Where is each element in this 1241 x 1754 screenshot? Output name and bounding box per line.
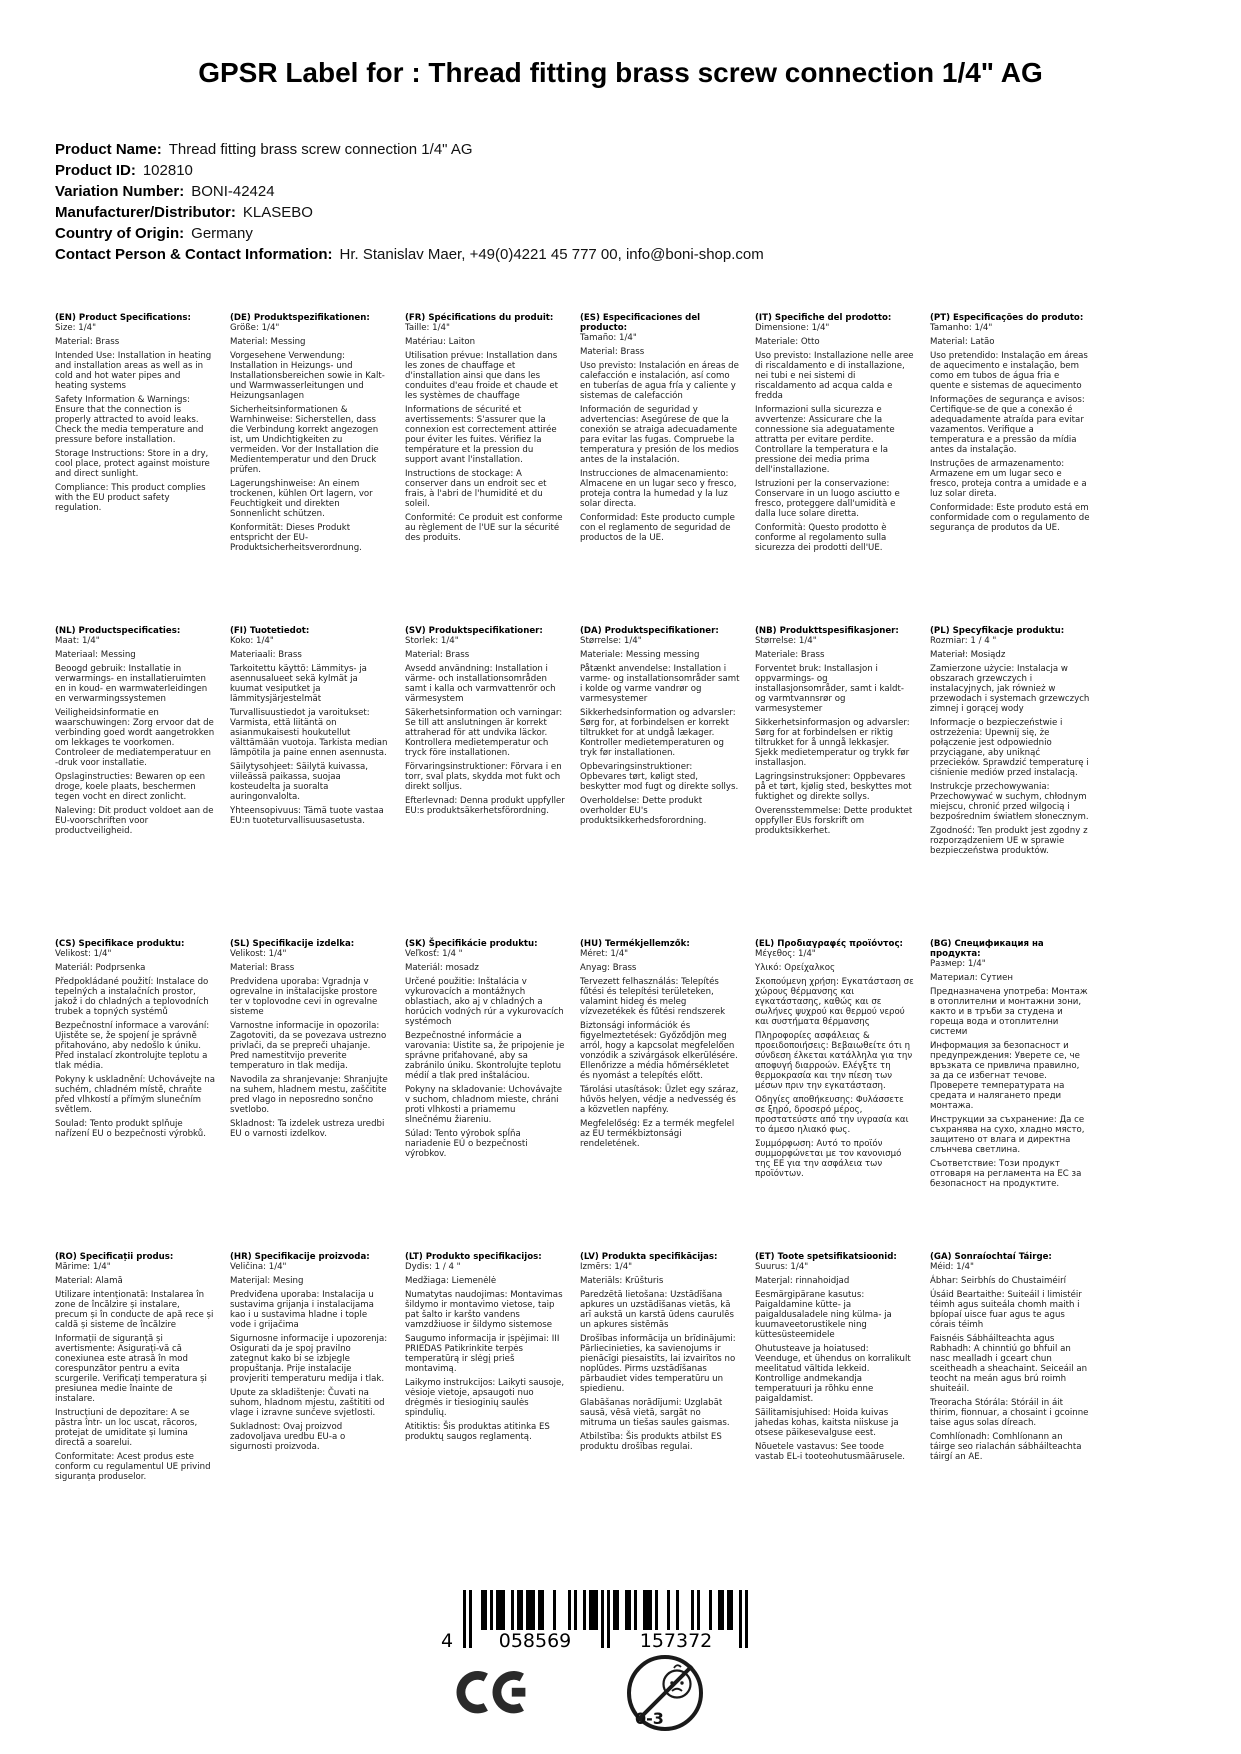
spec-size: Size: 1/4" xyxy=(55,323,97,333)
spec-compliance: Súlad: Tento výrobok spĺňa nariadenie EÚ o bezpečnosti výrobkov. xyxy=(405,1129,528,1159)
spec-column-et xyxy=(755,1252,915,1466)
spec-column-da xyxy=(580,626,740,830)
spec-storage: Upute za skladištenje: Čuvati na suhom, hladnom mjestu, zaštititi od vlage i izravne sunčeve svjetlosti. xyxy=(230,1388,385,1418)
spec-material: Material: Brass xyxy=(55,337,120,347)
spec-compliance: Naleving: Dit product voldoet aan de EU-voorschriften voor productveiligheid. xyxy=(55,806,214,836)
barcode-digits-left: 058569 xyxy=(498,1630,572,1652)
spec-storage: Istruzioni per la conservazione: Conservare in un luogo asciutto e fresco, proteggere dall'umidità e dalla luce solare diretta. xyxy=(755,479,900,519)
spec-material: Material: Brass xyxy=(230,963,295,973)
spec-size: Taille: 1/4" xyxy=(405,323,450,333)
spec-material: Materiale: Brass xyxy=(755,650,825,660)
spec-storage: Lagringsinstruksjoner: Oppbevares på et tørt, kjølig sted, beskyttes mot fuktighet og direkte sollys. xyxy=(755,772,912,802)
spec-header-lv: (LV) Produkta specifikācijas: xyxy=(580,1252,718,1262)
product-info-value: Germany xyxy=(191,225,253,242)
spec-column-fr xyxy=(405,313,565,547)
barcode-digit-first: 4 xyxy=(441,1630,454,1652)
spec-compliance: Overholdelse: Dette produkt overholder EU's produktsikkerhedsforordning. xyxy=(580,796,707,826)
spec-intended-use: Påtænkt anvendelse: Installation i varme- og installationsområder samt i kolde og varme vandrør og varmesystemer xyxy=(580,664,740,704)
spec-storage: Storage Instructions: Store in a dry, cool place, protect against moisture and direct sunlight. xyxy=(55,449,210,479)
spec-size: Größe: 1/4" xyxy=(230,323,280,333)
spec-size: Размер: 1/4" xyxy=(930,959,986,969)
spec-intended-use: Intended Use: Installation in heating and installation areas as well as in cold and hot water pipes and heating systems xyxy=(55,351,212,391)
spec-safety-warnings: Sikkerhedsinformation og advarsler: Sørg for, at forbindelsen er korrekt tiltrukket for at undgå lækager. Kontroller medietemperaturen og tryk før installationen. xyxy=(580,708,736,758)
spec-column-bg xyxy=(930,939,1090,1193)
spec-material: Matériau: Laiton xyxy=(405,337,476,347)
spec-size: Dydis: 1 / 4 " xyxy=(405,1262,461,1272)
spec-compliance: Conformité: Ce produit est conforme au règlement de l'UE sur la sécurité des produits. xyxy=(405,513,563,543)
spec-safety-warnings: Bezpečnostní informace a varování: Ujistěte se, že spojení je správně přitahováno, aby nedošlo k úniku. Před instalací zkontrolujte teplotu a tlak média. xyxy=(55,1021,210,1071)
spec-material: Material: Latão xyxy=(930,337,995,347)
spec-size: Méret: 1/4" xyxy=(580,949,629,959)
spec-column-sv xyxy=(405,626,565,820)
spec-header-lt: (LT) Produkto specifikacijos: xyxy=(405,1252,542,1262)
spec-storage: Säilitamisjuhised: Hoida kuivas jahedas kohas, kaitsta niiskuse ja otsese päikesevalguse eest. xyxy=(755,1408,899,1438)
spec-size: Velikost: 1/4" xyxy=(230,949,287,959)
spec-header-de: (DE) Produktspezifikationen: xyxy=(230,313,370,323)
spec-compliance: Conformidad: Este producto cumple con el reglamento de seguridad de productos de la UE. xyxy=(580,513,735,543)
spec-header-pt: (PT) Especificações do produto: xyxy=(930,313,1084,323)
spec-column-nb xyxy=(755,626,915,840)
spec-intended-use: Utilisation prévue: Installation dans les zones de chauffage et d'installation ainsi que dans les conduites d'eau froide et chaude et les systèmes de chauffage xyxy=(405,351,559,401)
product-info-row xyxy=(55,223,764,244)
spec-header-sl: (SL) Specifikacije izdelka: xyxy=(230,939,355,949)
spec-header-el: (EL) Προδιαγραφές προϊόντος: xyxy=(755,939,903,949)
spec-size: Izmērs: 1/4" xyxy=(580,1262,633,1272)
spec-intended-use: Tarkoitettu käyttö: Lämmitys- ja asennusalueet sekä kylmät ja kuumat vesiputket ja lämmitysjärjestelmät xyxy=(230,664,367,704)
spec-compliance: Atbilstība: Šis produkts atbilst ES produktu drošības regulai. xyxy=(580,1432,722,1452)
spec-safety-warnings: Safety Information & Warnings: Ensure that the connection is properly attracted to avoid leaks. Check the media temperature and pressure before installation. xyxy=(55,395,204,445)
spec-compliance: Nõuetele vastavus: See toode vastab EL-i tooteohutusmäärusele. xyxy=(755,1442,905,1462)
spec-safety-warnings: Informacje o bezpieczeństwie i ostrzeżenia: Upewnij się, że połączenie jest odpowiednio przyciągane, aby uniknąć przecieków. Sprawdzić temperaturę i ciśnienie mediów przed instalacją. xyxy=(930,718,1089,778)
spec-header-sv: (SV) Produktspecifikationer: xyxy=(405,626,543,636)
spec-intended-use: Utilizare intenționată: Instalarea în zone de încălzire și instalare, precum și în conducte de apă rece și caldă și sisteme de încălzire xyxy=(55,1290,214,1330)
spec-column-de xyxy=(230,313,390,557)
spec-column-pl xyxy=(930,626,1090,860)
spec-material: Anyag: Brass xyxy=(580,963,637,973)
spec-material: Materjal: rinnahoidjad xyxy=(755,1276,850,1286)
product-info-row xyxy=(55,160,764,181)
spec-header-da: (DA) Produktspecifikationer: xyxy=(580,626,719,636)
spec-column-it xyxy=(755,313,915,557)
spec-compliance: Megfelelőség: Ez a termék megfelel az EU termékbiztonsági rendeletének. xyxy=(580,1119,735,1149)
spec-size: Μέγεθος: 1/4" xyxy=(755,949,816,959)
spec-material: Materiaal: Messing xyxy=(55,650,136,660)
spec-intended-use: Tervezett felhasználás: Telepítés fűtési és telepítési területeken, valamint hideg és meleg vízvezetékek és fűtési rendszerek xyxy=(580,977,726,1017)
spec-material: Medžiaga: Liemenėlė xyxy=(405,1276,497,1286)
spec-column-en xyxy=(55,313,215,517)
spec-size: Størrelse: 1/4" xyxy=(755,636,817,646)
product-info-row xyxy=(55,139,764,160)
spec-storage: Opbevaringsinstruktioner: Opbevares tørt, køligt sted, beskytter mod fugt og direkte sollys. xyxy=(580,762,739,792)
spec-size: Veľkosť: 1/4 " xyxy=(405,949,463,959)
spec-storage: Laikymo instrukcijos: Laikyti sausoje, vėsioje vietoje, apsaugoti nuo drėgmės ir tiesioginių saulės spindulių. xyxy=(405,1378,565,1418)
spec-storage: Säilytysohjeet: Säilytä kuivassa, viileässä paikassa, suojaa kosteudelta ja suoralta auringonvalolta. xyxy=(230,762,368,802)
spec-storage: Treoracha Stórála: Stóráil in áit thirim, fionnuar, a chosaint i gcoinne taise agus solas díreach. xyxy=(930,1398,1089,1428)
product-info-label: Product ID: xyxy=(55,162,136,179)
ce-mark-icon xyxy=(455,1665,535,1721)
spec-material: Materiál: mosadz xyxy=(405,963,479,973)
spec-header-en: (EN) Product Specifications: xyxy=(55,313,191,323)
spec-compliance: Efterlevnad: Denna produkt uppfyller EU:s produktsäkerhetsförordning. xyxy=(405,796,565,816)
spec-safety-warnings: Säkerhetsinformation och varningar: Se till att anslutningen är korrekt attraherad för att undvika läckor. Kontrollera medietemperatur och tryck före installationen. xyxy=(405,708,563,758)
spec-intended-use: Beoogd gebruik: Installatie in verwarmings- en installatieruimten en in koud- en warmwaterleidingen en verwarmingssystemen xyxy=(55,664,208,704)
spec-size: Størrelse: 1/4" xyxy=(580,636,642,646)
spec-compliance: Συμμόρφωση: Αυτό το προϊόν συμμορφώνεται με τον κανονισμό της ΕΕ για την ασφάλεια των προϊόντων. xyxy=(755,1139,902,1179)
spec-intended-use: Numatytas naudojimas: Montavimas šildymo ir montavimo vietose, taip pat šalto ir karšto vandens vamzdžiuose ir šildymo sistemose xyxy=(405,1290,563,1330)
product-info-value: Thread fitting brass screw connection 1/4" AG xyxy=(168,141,473,158)
spec-size: Koko: 1/4" xyxy=(230,636,274,646)
spec-intended-use: Určené použitie: Inštalácia v vykurovacích a montážnych oblastiach, ako aj v chladných a horúcich vodných rúr a vykurovacích systémoch xyxy=(405,977,564,1027)
spec-safety-warnings: Информация за безопасност и предупреждения: Уверете се, че връзката се привлича правилно, за да се избегнат течове. Проверете температурата на средата и налягането преди монтажа. xyxy=(930,1041,1080,1111)
spec-material: Материал: Сутиен xyxy=(930,973,1013,983)
spec-compliance: Съответствие: Този продукт отговаря на регламента на ЕС за безопасност на продуктите. xyxy=(930,1159,1082,1189)
spec-compliance: Soulad: Tento produkt splňuje nařízení EU o bezpečnosti výrobků. xyxy=(55,1119,206,1139)
product-info-row xyxy=(55,244,764,265)
spec-compliance: Conformidade: Este produto está em conformidade com o regulamento de segurança de produtos da UE. xyxy=(930,503,1090,533)
spec-column-fi xyxy=(230,626,390,830)
spec-intended-use: Uso previsto: Installazione nelle aree di riscaldamento e di installazione, nei tubi e nei sistemi di riscaldamento ad acqua calda e fredda xyxy=(755,351,914,401)
spec-safety-warnings: Biztonsági információk és figyelmeztetések: Győződjön meg arról, hogy a kapcsolat megfelelően vonzódik a szivárgások elkerülésére. Ellenőrizze a média hőmérsékletet és nyomást a telepítés előtt. xyxy=(580,1021,738,1081)
spec-size: Mărime: 1/4" xyxy=(55,1262,111,1272)
product-info-label: Manufacturer/Distributor: xyxy=(55,204,236,221)
spec-compliance: Conformitate: Acest produs este conform cu regulamentul UE privind siguranța produselor. xyxy=(55,1452,211,1482)
spec-intended-use: Avsedd användning: Installation i värme- och installationsområden samt i kalla och varmvattenrör och värmesystem xyxy=(405,664,556,704)
spec-header-bg: (BG) Спецификация на продукта: xyxy=(930,939,1044,959)
spec-column-lv xyxy=(580,1252,740,1456)
spec-header-nl: (NL) Productspecificaties: xyxy=(55,626,181,636)
spec-storage: Instrucțiuni de depozitare: A se păstra într- un loc uscat, răcoros, protejat de umiditate și lumina directă a soarelui. xyxy=(55,1408,198,1448)
spec-safety-warnings: Πληροφορίες ασφάλειας & προειδοποιήσεις: Βεβαιωθείτε ότι η σύνδεση έλκεται κατάλληλα για την αποφυγή διαρροών. Ελέγξτε τη θερμοκρασία και την πίεση των μέσων πριν την εγκατάσταση. xyxy=(755,1031,913,1091)
spec-compliance: Zgodność: Ten produkt jest zgodny z rozporządzeniem UE w sprawie bezpieczeństwa produktów. xyxy=(930,826,1088,856)
spec-intended-use: Uso previsto: Instalación en áreas de calefacción e instalación, así como en tuberías de agua fría y caliente y sistemas de calefacción xyxy=(580,361,739,401)
spec-column-hu xyxy=(580,939,740,1153)
spec-storage: Οδηγίες αποθήκευσης: Φυλάσσετε σε ξηρό, δροσερό μέρος, προστατεύστε από την υγρασία και το άμεσο ηλιακό φως. xyxy=(755,1095,909,1135)
spec-material: Material: Messing xyxy=(230,337,306,347)
spec-material: Materiaali: Brass xyxy=(230,650,302,660)
ean13-barcode xyxy=(433,1590,753,1652)
spec-column-sl xyxy=(230,939,390,1143)
spec-column-pt xyxy=(930,313,1090,537)
product-info-value: 102810 xyxy=(142,162,193,179)
spec-safety-warnings: Bezpečnostné informácie a varovania: Uistite sa, že pripojenie je správne priťahované, aby sa zabránilo úniku. Skontrolujte teplotu médií a tlak pred inštaláciou. xyxy=(405,1031,565,1081)
spec-material: Material: Alamă xyxy=(55,1276,123,1286)
spec-header-ro: (RO) Specificații produs: xyxy=(55,1252,174,1262)
spec-compliance: Compliance: This product complies with the EU product safety regulation. xyxy=(55,483,206,513)
spec-column-ro xyxy=(55,1252,215,1486)
spec-safety-warnings: Sicherheitsinformationen & Warnhinweise: Sicherstellen, dass die Verbindung korrekt angezogen ist, um Undichtigkeiten zu vermeiden. Vor der Installation die Medientemperatur und den Druck prüfen. xyxy=(230,405,379,475)
spec-size: Maat: 1/4" xyxy=(55,636,100,646)
spec-safety-warnings: Sikkerhetsinformasjon og advarsler: Sørg for at forbindelsen er riktig tiltrukket for å unngå lekkasjer. Sjekk medietemperatur og trykk før installasjon. xyxy=(755,718,910,768)
spec-safety-warnings: Sigurnosne informacije i upozorenja: Osigurati da je spoj pravilno zategnut kako bi se izbjegle propuštanja. Prije instalacije provjeriti temperaturu medija i tlak. xyxy=(230,1334,388,1384)
spec-storage: Instrucciones de almacenamiento: Almacene en un lugar seco y fresco, proteja contra la humedad y la luz solar directa. xyxy=(580,469,737,509)
spec-safety-warnings: Informații de siguranță și avertismente: Asigurați-vă că conexiunea este atrasă în mod corespunzător pentru a evita scurgerile. Verificați temperatura și presiunea medie înainte de instalare. xyxy=(55,1334,207,1404)
spec-size: Dimensione: 1/4" xyxy=(755,323,830,333)
spec-material: Materiale: Messing messing xyxy=(580,650,700,660)
spec-safety-warnings: Turvallisuustiedot ja varoitukset: Varmista, että liitäntä on asianmukaisesti houkutellut välttämään vuotoja. Tarkista median lämpötila ja paine ennen asennusta. xyxy=(230,708,388,758)
spec-header-et: (ET) Toote spetsifikatsioonid: xyxy=(755,1252,897,1262)
spec-compliance: Overensstemmelse: Dette produktet oppfyller EUs forskrift om produktsikkerhet. xyxy=(755,806,913,836)
spec-storage: Pokyny na skladovanie: Uchovávajte v suchom, chladnom mieste, chráni proti vlhkosti a priamemu slnečnému žiareniu. xyxy=(405,1085,562,1125)
spec-material: Ábhar: Seirbhís do Chustaiméirí xyxy=(930,1276,1067,1286)
spec-compliance: Atitiktis: Šis produktas atitinka ES produktų saugos reglamentą. xyxy=(405,1422,550,1442)
spec-safety-warnings: Informazioni sulla sicurezza e avvertenze: Assicurare che la connessione sia adeguatamente attratta per evitare perdite. Controllare la temperatura e la pressione dei media prima dell'installazione. xyxy=(755,405,895,475)
spec-intended-use: Предназначена употреба: Монтаж в отоплителни и монтажни зони, както и в тръби за студена и гореща вода и отоплителни системи xyxy=(930,987,1088,1037)
spec-header-ga: (GA) Sonraíochtaí Táirge: xyxy=(930,1252,1052,1262)
page-title: GPSR Label for : Thread fitting brass screw connection 1/4" AG xyxy=(198,57,1043,88)
spec-intended-use: Paredzētā lietošana: Uzstādīšana apkures un uzstādīšanas vietās, kā arī aukstā un karstā ūdens caurulēs un apkures sistēmās xyxy=(580,1290,734,1330)
age-warning-text: 0-3 xyxy=(635,1709,664,1728)
spec-material: Υλικό: Ορείχαλκος xyxy=(755,963,836,973)
specs-grid xyxy=(55,313,1090,1565)
spec-material: Materijal: Mesing xyxy=(230,1276,304,1286)
spec-material: Material: Brass xyxy=(580,347,645,357)
spec-header-hu: (HU) Termékjellemzők: xyxy=(580,939,690,949)
spec-compliance: Sukladnost: Ovaj proizvod zadovoljava uredbu EU-a o sigurnosti proizvoda. xyxy=(230,1422,346,1452)
spec-intended-use: Σκοπούμενη χρήση: Εγκατάσταση σε χώρους θέρμανσης και εγκατάστασης, καθώς και σε σωλήνες ψυχρού και θερμού νερού και συστήματα θέρμανσης xyxy=(755,977,914,1027)
spec-intended-use: Predviđena uporaba: Instalacija u sustavima grijanja i instalacijama kao i u sustavima hladne i tople vode i grijačima xyxy=(230,1290,374,1330)
spec-safety-warnings: Drošības informācija un brīdinājumi: Pārliecinieties, ka savienojums ir pienācīgi piesaistīts, lai izvairītos no noplūdes. Pirms uzstādīšanas pārbaudiet vides temperatūru un spiedienu. xyxy=(580,1334,736,1394)
spec-intended-use: Uso pretendido: Instalação em áreas de aquecimento e instalação, bem como em tubos de água fria e quente e sistemas de aquecimento xyxy=(930,351,1088,391)
spec-storage: Pokyny k uskladnění: Uchovávejte na suchém, chladném místě, chraňte před vlhkostí a přímým slunečním světlem. xyxy=(55,1075,215,1115)
spec-intended-use: Predvidena uporaba: Vgradnja v ogrevalne in inštalacijske prostore ter v toplovodne cevi in ogrevalne sisteme xyxy=(230,977,378,1017)
spec-intended-use: Vorgesehene Verwendung: Installation in Heizungs- und Installationsbereichen sowie in Kalt- und Warmwasserleitungen und Heizungsanlagen xyxy=(230,351,385,401)
product-info-value: KLASEBO xyxy=(242,204,313,221)
spec-safety-warnings: Faisnéis Sábháilteachta agus Rabhadh: A chinntiú go bhfuil an nasc mealladh i gceart chun sceitheadh a sheachaint. Seiceáil an teocht na meán agus brú roimh shuiteáil. xyxy=(930,1334,1088,1394)
spec-storage: Opslaginstructies: Bewaren op een droge, koele plaats, beschermen tegen vocht en direct zonlicht. xyxy=(55,772,206,802)
product-info-row xyxy=(55,181,764,202)
spec-compliance: Konformität: Dieses Produkt entspricht der EU-Produktsicherheitsverordnung. xyxy=(230,523,362,553)
spec-safety-warnings: Información de seguridad y advertencias: Asegúrese de que la conexión se atraiga adecuadamente para evitar las fugas. Compruebe la temperatura y presión de los medios antes de la instalación. xyxy=(580,405,739,465)
spec-header-sk: (SK) Špecifikácie produktu: xyxy=(405,939,538,949)
spec-material: Materiāls: Krūšturis xyxy=(580,1276,664,1286)
spec-storage: Navodila za shranjevanje: Shranjujte na suhem, hladnem mestu, zaščitite pred vlago in neposredno sončno svetlobo. xyxy=(230,1075,388,1115)
spec-safety-warnings: Veiligheidsinformatie en waarschuwingen: Zorg ervoor dat de verbinding goed wordt aangetrokken om lekkages te voorkomen. Controleer de mediatemperatuur en -druk voor installatie. xyxy=(55,708,215,768)
spec-storage: Lagerungshinweise: An einem trockenen, kühlen Ort lagern, vor Feuchtigkeit und direkten Sonnenlicht schützen. xyxy=(230,479,373,519)
spec-column-el xyxy=(755,939,915,1183)
spec-header-pl: (PL) Specyfikacje produktu: xyxy=(930,626,1065,636)
spec-storage: Instructions de stockage: A conserver dans un endroit sec et frais, à l'abri de l'humidité et du soleil. xyxy=(405,469,547,509)
product-info-row xyxy=(55,202,764,223)
spec-safety-warnings: Ohutusteave ja hoiatused: Veenduge, et ühendus on korralikult meelitatud vältida lekkeid. Kontrollige andmekandja temperatuuri ja rõhku enne paigaldamist. xyxy=(755,1344,911,1404)
spec-column-ga xyxy=(930,1252,1090,1466)
spec-storage: Instruções de armazenamento: Armazene em um lugar seco e fresco, proteja contra a umidade e a luz solar direta. xyxy=(930,459,1087,499)
spec-column-cs xyxy=(55,939,215,1143)
spec-intended-use: Zamierzone użycie: Instalacja w obszarach grzewczych i instalacyjnych, jak również w przewodach i systemach grzewczych zimnej i gorącej wody xyxy=(930,664,1090,714)
spec-material: Materiál: Podprsenka xyxy=(55,963,146,973)
spec-material: Materiale: Otto xyxy=(755,337,820,347)
spec-size: Velikost: 1/4" xyxy=(55,949,112,959)
spec-material: Materiał: Mosiądz xyxy=(930,650,1006,660)
product-info-value: BONI-42424 xyxy=(191,183,275,200)
spec-storage: Glabāšanas norādījumi: Uzglabāt sausā, vēsā vietā, sargāt no mitruma un tiešas saules gaismas. xyxy=(580,1398,730,1428)
spec-storage: Instrukcje przechowywania: Przechowywać w suchym, chłodnym miejscu, chronić przed wilgocią i bezpośrednim światłem słonecznym. xyxy=(930,782,1089,822)
spec-safety-warnings: Varnostne informacije in opozorila: Zagotoviti, da se povezava ustrezno privlači, da se prepreči uhajanje. Pred namestitvijo preverite temperaturo in tlak medija. xyxy=(230,1021,387,1071)
spec-safety-warnings: Saugumo informacija ir įspėjimai: III PRIEDAS Patikrinkite terpės temperatūrą ir slėgį prieš montavimą. xyxy=(405,1334,560,1374)
product-info-label: Variation Number: xyxy=(55,183,185,200)
product-info xyxy=(55,139,764,265)
spec-column-nl xyxy=(55,626,215,840)
spec-size: Veličina: 1/4" xyxy=(230,1262,287,1272)
spec-intended-use: Předpokládané použití: Instalace do tepelných a instalačních prostor, jakož i do chladných a teplovodních trubek a topných systémů xyxy=(55,977,209,1017)
baby-face-icon xyxy=(664,1671,691,1698)
spec-column-lt xyxy=(405,1252,565,1446)
product-info-label: Contact Person & Contact Information: xyxy=(55,246,333,263)
spec-storage: Förvaringsinstruktioner: Förvara i en torr, sval plats, skydda mot fukt och direkt solljus. xyxy=(405,762,562,792)
spec-header-fr: (FR) Spécifications du produit: xyxy=(405,313,554,323)
spec-storage: Инструкции за съхранение: Да се съхранява на сухо, хладно място, защитено от влага и директна слънчева светлина. xyxy=(930,1115,1085,1155)
spec-header-nb: (NB) Produkttspesifikasjoner: xyxy=(755,626,899,636)
spec-header-fi: (FI) Tuotetiedot: xyxy=(230,626,310,636)
barcode-digits-right: 157372 xyxy=(639,1630,713,1652)
spec-storage: Tárolási utasítások: Üzlet egy száraz, hűvös helyen, védje a nedvesség és a közvetlen napfény. xyxy=(580,1085,739,1115)
spec-material: Material: Brass xyxy=(405,650,470,660)
spec-safety-warnings: Informations de sécurité et avertissements: S'assurer que la connexion est correctement attirée pour éviter les fuites. Vérifiez la température et la pression du support avant l'installation. xyxy=(405,405,557,465)
spec-size: Storlek: 1/4" xyxy=(405,636,459,646)
spec-size: Rozmiar: 1 / 4 " xyxy=(930,636,997,646)
spec-compliance: Skladnost: Ta izdelek ustreza uredbi EU o varnosti izdelkov. xyxy=(230,1119,385,1139)
spec-column-es xyxy=(580,313,740,547)
spec-compliance: Comhlíonadh: Comhlíonann an táirge seo rialachán sábháilteachta táirgí an AE. xyxy=(930,1432,1082,1462)
spec-column-sk xyxy=(405,939,565,1163)
spec-header-cs: (CS) Specifikace produktu: xyxy=(55,939,185,949)
spec-header-hr: (HR) Specifikacije proizvoda: xyxy=(230,1252,370,1262)
age-warning-0-3-icon xyxy=(625,1653,705,1733)
spec-intended-use: Eesmärgipärane kasutus: Paigaldamine kütte- ja paigaldusaladele ning külma- ja kuumaveetorustikele ning küttesüsteemidele xyxy=(755,1290,892,1340)
product-info-label: Product Name: xyxy=(55,141,162,158)
spec-intended-use: Forventet bruk: Installasjon i oppvarmings- og installasjonsområder, samt i kaldt- og varmtvannsrør og varmesystemer xyxy=(755,664,904,714)
spec-safety-warnings: Informações de segurança e avisos: Certifique-se de que a conexão é adequadamente atraída para evitar vazamentos. Verifique a temperatura e a pressão da mídia antes da instalação. xyxy=(930,395,1085,455)
spec-header-es: (ES) Especificaciones del producto: xyxy=(580,313,701,333)
product-info-value: Hr. Stanislav Maer, +49(0)4221 45 777 00, info@boni-shop.com xyxy=(339,246,764,263)
product-info-label: Country of Origin: xyxy=(55,225,185,242)
spec-size: Tamanho: 1/4" xyxy=(930,323,993,333)
spec-size: Tamaño: 1/4" xyxy=(580,333,637,343)
spec-intended-use: Úsáid Beartaithe: Suiteáil i limistéir téimh agus suiteála chomh maith i bpíopaí uisce fuar agus te agus córais téimh xyxy=(930,1290,1082,1330)
spec-header-it: (IT) Specifiche del prodotto: xyxy=(755,313,892,323)
spec-size: Suurus: 1/4" xyxy=(755,1262,809,1272)
spec-compliance: Conformità: Questo prodotto è conforme al regolamento sulla sicurezza dei prodotti dell'UE. xyxy=(755,523,887,553)
spec-column-hr xyxy=(230,1252,390,1456)
spec-size: Méid: 1/4" xyxy=(930,1262,974,1272)
spec-compliance: Yhteensopivuus: Tämä tuote vastaa EU:n tuoteturvallisuusasetusta. xyxy=(230,806,384,826)
